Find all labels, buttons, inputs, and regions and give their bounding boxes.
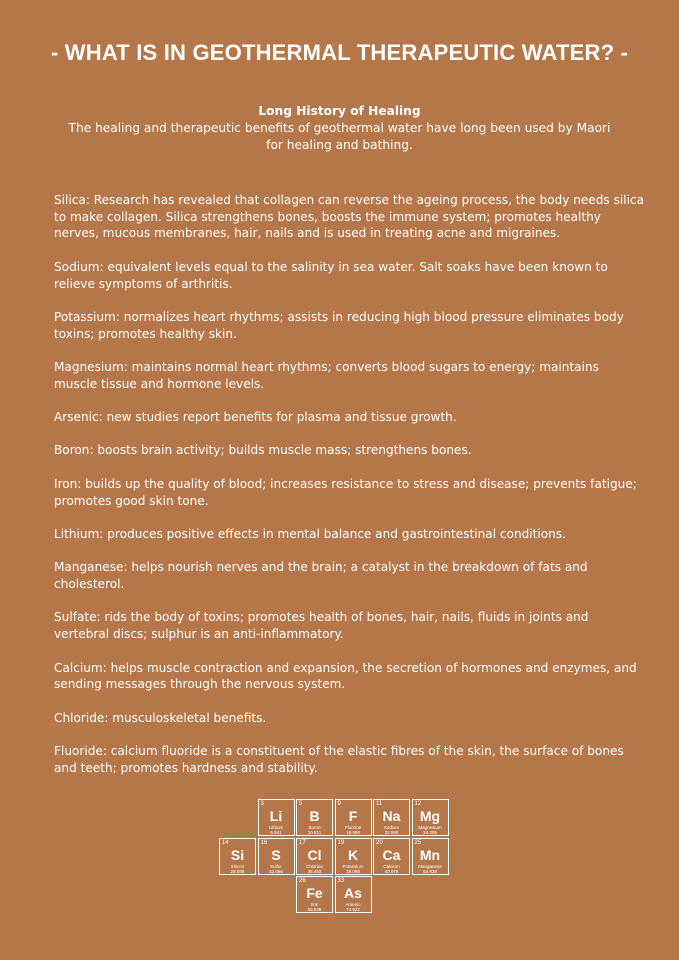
element-weight: 74.922 bbox=[346, 907, 360, 912]
fact-iron: Iron: builds up the quality of blood; increases resistance to stress and disease; prevents fatigue; promotes good skin tone. bbox=[54, 476, 637, 508]
element-name: Iron bbox=[310, 902, 319, 907]
element-tile-chlorine bbox=[296, 838, 333, 875]
element-name: Calcium bbox=[383, 863, 400, 869]
element-weight: 28.086 bbox=[230, 868, 245, 874]
element-symbol: Mg bbox=[419, 808, 441, 824]
element-name: Silicon bbox=[230, 863, 245, 869]
element-number: 19 bbox=[337, 839, 345, 846]
element-weight: 10.811 bbox=[307, 830, 322, 835]
element-tile-arsenic bbox=[335, 876, 372, 913]
element-weight: 18.998 bbox=[346, 830, 360, 835]
fact-manganese: Manganese: helps nourish nerves and the brain; a catalyst in the breakdown of fats and cholesterol. bbox=[54, 560, 588, 592]
fact-silica: Silica: Research has revealed that collagen can reverse the ageing process, the body needs silica to make collagen. Silica strengthens bones, boosts the immune system; promotes healthy nerves, mucous membranes, hair, nails and is used in treating acne and migraines. bbox=[54, 193, 645, 241]
element-name: Magnesium bbox=[418, 825, 442, 830]
element-tile-fluorine bbox=[335, 799, 372, 836]
element-tile-calcium bbox=[373, 838, 410, 875]
element-name: Sulfur bbox=[270, 863, 282, 869]
element-tile-boron bbox=[296, 799, 333, 836]
element-tile-manganese bbox=[412, 838, 449, 875]
element-symbol: Mn bbox=[419, 846, 441, 863]
page-title: - WHAT IS IN GEOTHERMAL THERAPEUTIC WATER? - bbox=[50, 40, 629, 65]
mineral-facts-list bbox=[54, 192, 644, 793]
element-number: 11 bbox=[376, 801, 383, 807]
intro-heading: Long History of Healing bbox=[258, 104, 421, 118]
element-number: 25 bbox=[414, 839, 422, 846]
element-weight: 40.078 bbox=[384, 868, 399, 874]
element-tile-sodium bbox=[373, 799, 410, 836]
element-symbol: F bbox=[348, 808, 358, 824]
element-symbol: As bbox=[344, 885, 362, 901]
element-number: 5 bbox=[299, 801, 303, 807]
intro-section bbox=[60, 103, 619, 154]
fact-magnesium: Magnesium: maintains normal heart rhythms; converts blood sugars to energy; maintains muscle tissue and hormone levels. bbox=[54, 359, 599, 391]
element-name: Sodium bbox=[383, 825, 400, 830]
element-number: 14 bbox=[222, 839, 229, 846]
element-number: 9 bbox=[337, 801, 341, 807]
element-symbol: Ca bbox=[382, 846, 401, 863]
fact-boron: Boron: boosts brain activity; builds muscle mass; strengthens bones. bbox=[54, 443, 472, 458]
fact-chloride: Chloride: musculoskeletal benefits. bbox=[54, 710, 267, 725]
element-name: Potassium bbox=[342, 863, 364, 869]
element-tile-sulfur bbox=[258, 838, 295, 875]
element-name: Lithium bbox=[268, 825, 284, 830]
fact-potassium: Potassium: normalizes heart rhythms; assists in reducing high blood pressure eliminates body toxins; promotes healthy skin. bbox=[54, 309, 624, 341]
element-weight: 32.066 bbox=[269, 868, 283, 874]
element-symbol: Li bbox=[269, 808, 283, 824]
element-tile-magnesium bbox=[412, 799, 449, 836]
element-symbol: S bbox=[271, 846, 281, 863]
element-weight: 54.938 bbox=[423, 868, 437, 874]
element-symbol: Na bbox=[382, 808, 401, 824]
fact-fluoride: Fluoride: calcium fluoride is a constituent of the elastic fibres of the skin, the surface of bones and teeth; promotes hardness and stability. bbox=[54, 744, 624, 775]
element-weight: 22.990 bbox=[384, 830, 399, 835]
element-number: 17 bbox=[299, 839, 306, 846]
element-weight: 55.845 bbox=[307, 907, 322, 912]
element-tile-iron bbox=[296, 876, 333, 913]
element-number: 3 bbox=[260, 801, 264, 807]
element-name: Fluorine bbox=[344, 825, 362, 830]
element-number: 26 bbox=[299, 878, 306, 884]
element-symbol: Cl bbox=[307, 846, 322, 863]
element-weight: 35.453 bbox=[307, 868, 322, 874]
element-number: 12 bbox=[414, 801, 422, 807]
fact-sodium: Sodium: equivalent levels equal to the salinity in sea water. Salt soaks have been known to relieve symptoms of arthritis. bbox=[54, 259, 608, 291]
element-weight: 6.941 bbox=[270, 830, 282, 835]
element-name: Chlorine bbox=[306, 863, 323, 869]
element-number: 33 bbox=[337, 878, 345, 884]
element-symbol: B bbox=[309, 808, 320, 824]
element-tile-lithium bbox=[258, 799, 295, 836]
element-symbol: Si bbox=[230, 846, 245, 863]
element-name: Boron bbox=[308, 825, 321, 830]
element-symbol: Fe bbox=[306, 885, 323, 901]
element-weight: 24.305 bbox=[423, 830, 437, 835]
element-tile-silicon bbox=[219, 838, 256, 875]
element-number: 16 bbox=[260, 839, 268, 846]
element-symbol: K bbox=[347, 846, 359, 863]
intro-text: The healing and therapeutic benefits of geothermal water have long been used by Maori for healing and bathing. bbox=[68, 121, 611, 152]
element-tile-potassium bbox=[335, 838, 372, 875]
element-name: Arsenic bbox=[345, 902, 361, 907]
element-name: Manganese bbox=[418, 863, 442, 869]
fact-arsenic: Arsenic: new studies report benefits for plasma and tissue growth. bbox=[54, 410, 457, 425]
fact-calcium: Calcium: helps muscle contraction and expansion, the secretion of hormones and enzymes, and sending messages through the nervous system. bbox=[54, 660, 637, 692]
element-number: 20 bbox=[376, 839, 383, 846]
fact-sulfate: Sulfate: rids the body of toxins; promotes health of bones, hair, nails, fluids in joints and vertebral discs; sulphur is an anti-inflammatory. bbox=[54, 610, 589, 642]
fact-lithium: Lithium: produces positive effects in mental balance and gastrointestinal conditions. bbox=[54, 526, 566, 541]
element-weight: 39.098 bbox=[346, 868, 360, 874]
